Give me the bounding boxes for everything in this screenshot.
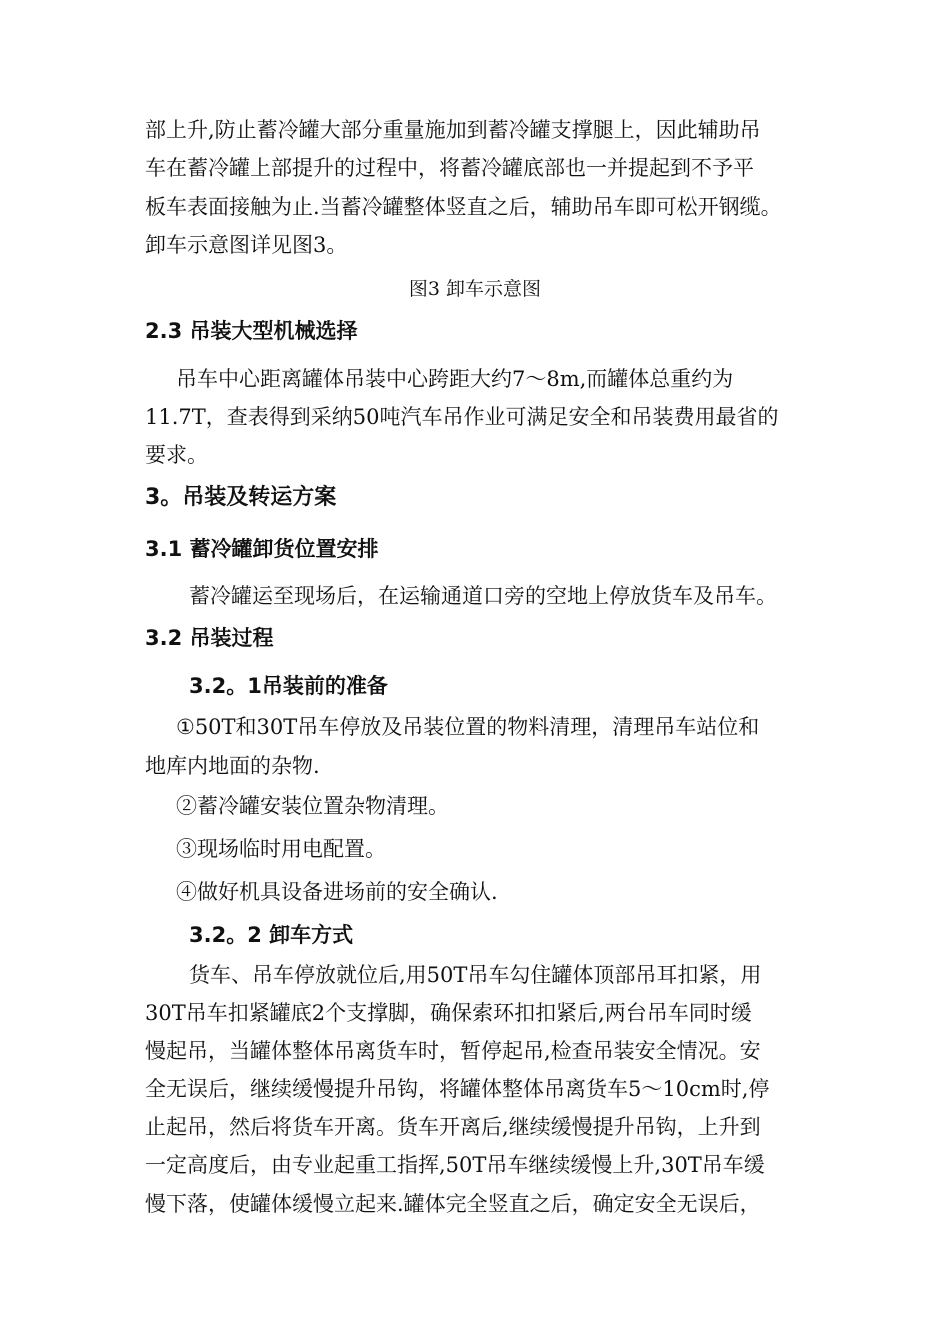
heading-3: 3。吊装及转运方案 (145, 485, 337, 510)
section-2-3-line-3: 要求。 (145, 443, 208, 467)
intro-line-2: 车在蓄冷罐上部提升的过程中，将蓄冷罐底部也一并提起到不予平 (145, 156, 754, 180)
heading-3-2: 3.2 吊装过程 (145, 626, 274, 650)
unload-line-5: 止起吊，然后将货车开离。货车开离后,继续缓慢提升吊钩，上升到 (145, 1115, 761, 1139)
prep-item-1: ①50T和30T吊车停放及吊装位置的物料清理，清理吊车站位和 (176, 715, 760, 739)
unload-line-7: 慢下落，使罐体缓慢立起来.罐体完全竖直之后，确定安全无误后， (145, 1192, 761, 1216)
intro-line-3: 板车表面接触为止.当蓄冷罐整体竖直之后，辅助吊车即可松开钢缆。 (145, 195, 782, 219)
section-2-3-line-1: 吊车中心距离罐体吊装中心跨距大约7～8m,而罐体总重约为 (176, 367, 734, 391)
unload-line-1: 货车、吊车停放就位后,用50T吊车勾住罐体顶部吊耳扣紧，用 (189, 963, 762, 987)
prep-item-1-cont: 地库内地面的杂物. (145, 754, 320, 778)
unload-line-2: 30T吊车扣紧罐底2个支撑脚，确保索环扣扣紧后,两台吊车同时缓 (145, 1001, 752, 1025)
prep-item-3: ③现场临时用电配置。 (176, 837, 386, 861)
unload-line-4: 全无误后，继续缓慢提升吊钩，将罐体整体吊离货车5～10cm时,停 (145, 1077, 770, 1101)
heading-3-1: 3.1 蓄冷罐卸货位置安排 (145, 537, 379, 561)
figure-caption: 图3 卸车示意图 (408, 278, 542, 300)
heading-3-2-1: 3.2。1吊装前的准备 (189, 674, 388, 698)
heading-2-3: 2.3 吊装大型机械选择 (145, 319, 358, 343)
unload-line-6: 一定高度后，由专业起重工指挥,50T吊车继续缓慢上升,30T吊车缓 (145, 1153, 765, 1177)
intro-line-4: 卸车示意图详见图3。 (145, 233, 348, 257)
heading-3-2-2: 3.2。2 卸车方式 (189, 923, 354, 947)
intro-line-1: 部上升,防止蓄冷罐大部分重量施加到蓄冷罐支撑腿上，因此辅助吊 (145, 118, 761, 142)
prep-item-4: ④做好机具设备进场前的安全确认. (176, 880, 498, 904)
section-3-1-line-1: 蓄冷罐运至现场后，在运输通道口旁的空地上停放货车及吊车。 (189, 584, 777, 608)
unload-line-3: 慢起吊，当罐体整体吊离货车时，暂停起吊,检查吊装安全情况。安 (145, 1039, 761, 1063)
prep-item-2: ②蓄冷罐安装位置杂物清理。 (176, 794, 449, 818)
section-2-3-line-2: 11.7T，查表得到采纳50吨汽车吊作业可满足安全和吊装费用最省的 (145, 405, 779, 429)
